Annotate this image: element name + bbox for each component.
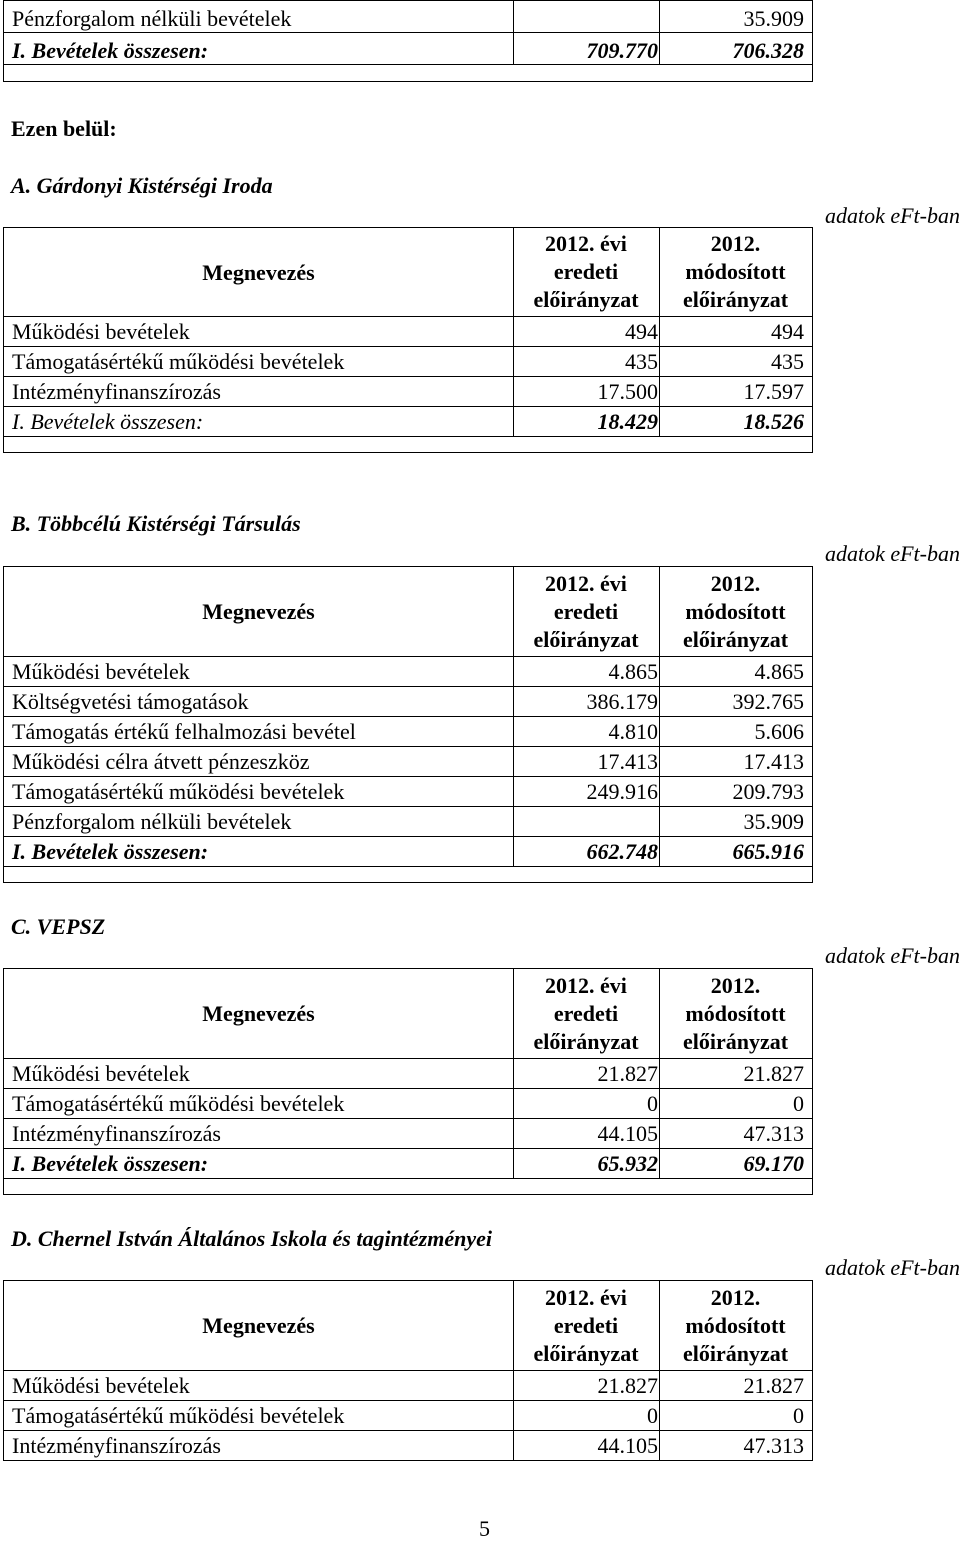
- unit-label: adatok eFt-ban: [824, 541, 960, 566]
- header-col2-l3: előirányzat: [682, 287, 789, 312]
- header-col1-l1: 2012. évi: [545, 1285, 627, 1310]
- header-col1-l1: 2012. évi: [545, 571, 627, 596]
- header-col2-l3: előirányzat: [682, 1341, 789, 1366]
- page-number: 5: [479, 1516, 490, 1541]
- header-col2-l1: 2012.: [710, 1285, 761, 1310]
- header-col2-l1: 2012.: [710, 231, 761, 256]
- header-name: Megnevezés: [202, 599, 315, 624]
- section-c-table: Megnevezés 2012. évi eredeti előirányzat 2012. módosított előirányzat Működési bevételek 21.827 21.827 Támogatásértékű működési bevételek 0 0 Intézményfinanszírozás 44.105 47.313 I. Bevételek összesen: 65.932 69.170: [3, 968, 813, 1195]
- within-label: Ezen belül:: [11, 116, 117, 141]
- header-col2-l1: 2012.: [710, 571, 761, 596]
- header-col1-l2: eredeti: [553, 1001, 619, 1026]
- section-b-title: B. Többcélú Kistérségi Társulás: [11, 511, 301, 536]
- header-col1-l2: eredeti: [553, 1313, 619, 1338]
- section-c-title: C. VEPSZ: [11, 914, 106, 939]
- header-col2-l3: előirányzat: [682, 1029, 789, 1054]
- section-d-table: Megnevezés 2012. évi eredeti előirányzat 2012. módosított előirányzat Működési bevételek 21.827 21.827 Támogatásértékű működési bevételek 0 0 Intézményfinanszírozás 44.105 47.313: [3, 1280, 813, 1461]
- header-col1-l2: eredeti: [553, 599, 619, 624]
- header-name: Megnevezés: [202, 1001, 315, 1026]
- header-col2-l1: 2012.: [710, 973, 761, 998]
- section-a-title: A. Gárdonyi Kistérségi Iroda: [11, 173, 273, 198]
- header-col1-l2: eredeti: [553, 259, 619, 284]
- header-col2-l3: előirányzat: [682, 627, 789, 652]
- header-col1-l3: előirányzat: [533, 627, 639, 652]
- header-col2-l2: módosított: [685, 259, 786, 284]
- top-table: Pénzforgalom nélküli bevételek 35.909 I. Bevételek összesen: 709.770 706.328: [3, 0, 813, 82]
- header-col2-l2: módosított: [685, 599, 786, 624]
- section-b-table: Megnevezés 2012. évi eredeti előirányzat 2012. módosított előirányzat Működési bevételek 4.865 4.865 Költségvetési támogatások 386.179 392.765 Támogatás értékű felhalmozási bevétel 4.810 5.606 Működési célra átvett pénzeszköz 17.413 17.413 Támogatásértékű működési bevételek 249.916 209.793 Pénzforgalom nélküli bevételek 35.909 I. Bevételek összesen: 662.748 665.916: [3, 566, 813, 883]
- header-name: Megnevezés: [202, 1313, 315, 1338]
- header-col2-l2: módosított: [685, 1001, 786, 1026]
- header-col1-l1: 2012. évi: [545, 973, 627, 998]
- unit-label: adatok eFt-ban: [824, 1255, 960, 1280]
- header-col1-l3: előirányzat: [533, 1029, 639, 1054]
- section-d-title: D. Chernel István Általános Iskola és tagintézményei: [11, 1226, 492, 1251]
- header-name: Megnevezés: [202, 260, 315, 285]
- section-a-table: Megnevezés 2012. évi eredeti előirányzat 2012. módosított előirányzat Működési bevételek 494 494 Támogatásértékű működési bevételek 435 435 Intézményfinanszírozás 17.500 17.597 I. Bevételek összesen: 18.429 18.526: [3, 227, 813, 453]
- header-col1-l1: 2012. évi: [545, 231, 627, 256]
- header-col1-l3: előirányzat: [533, 1341, 639, 1366]
- unit-label: adatok eFt-ban: [824, 943, 960, 968]
- header-col2-l2: módosított: [685, 1313, 786, 1338]
- header-col1-l3: előirányzat: [533, 287, 639, 312]
- unit-label: adatok eFt-ban: [824, 203, 960, 228]
